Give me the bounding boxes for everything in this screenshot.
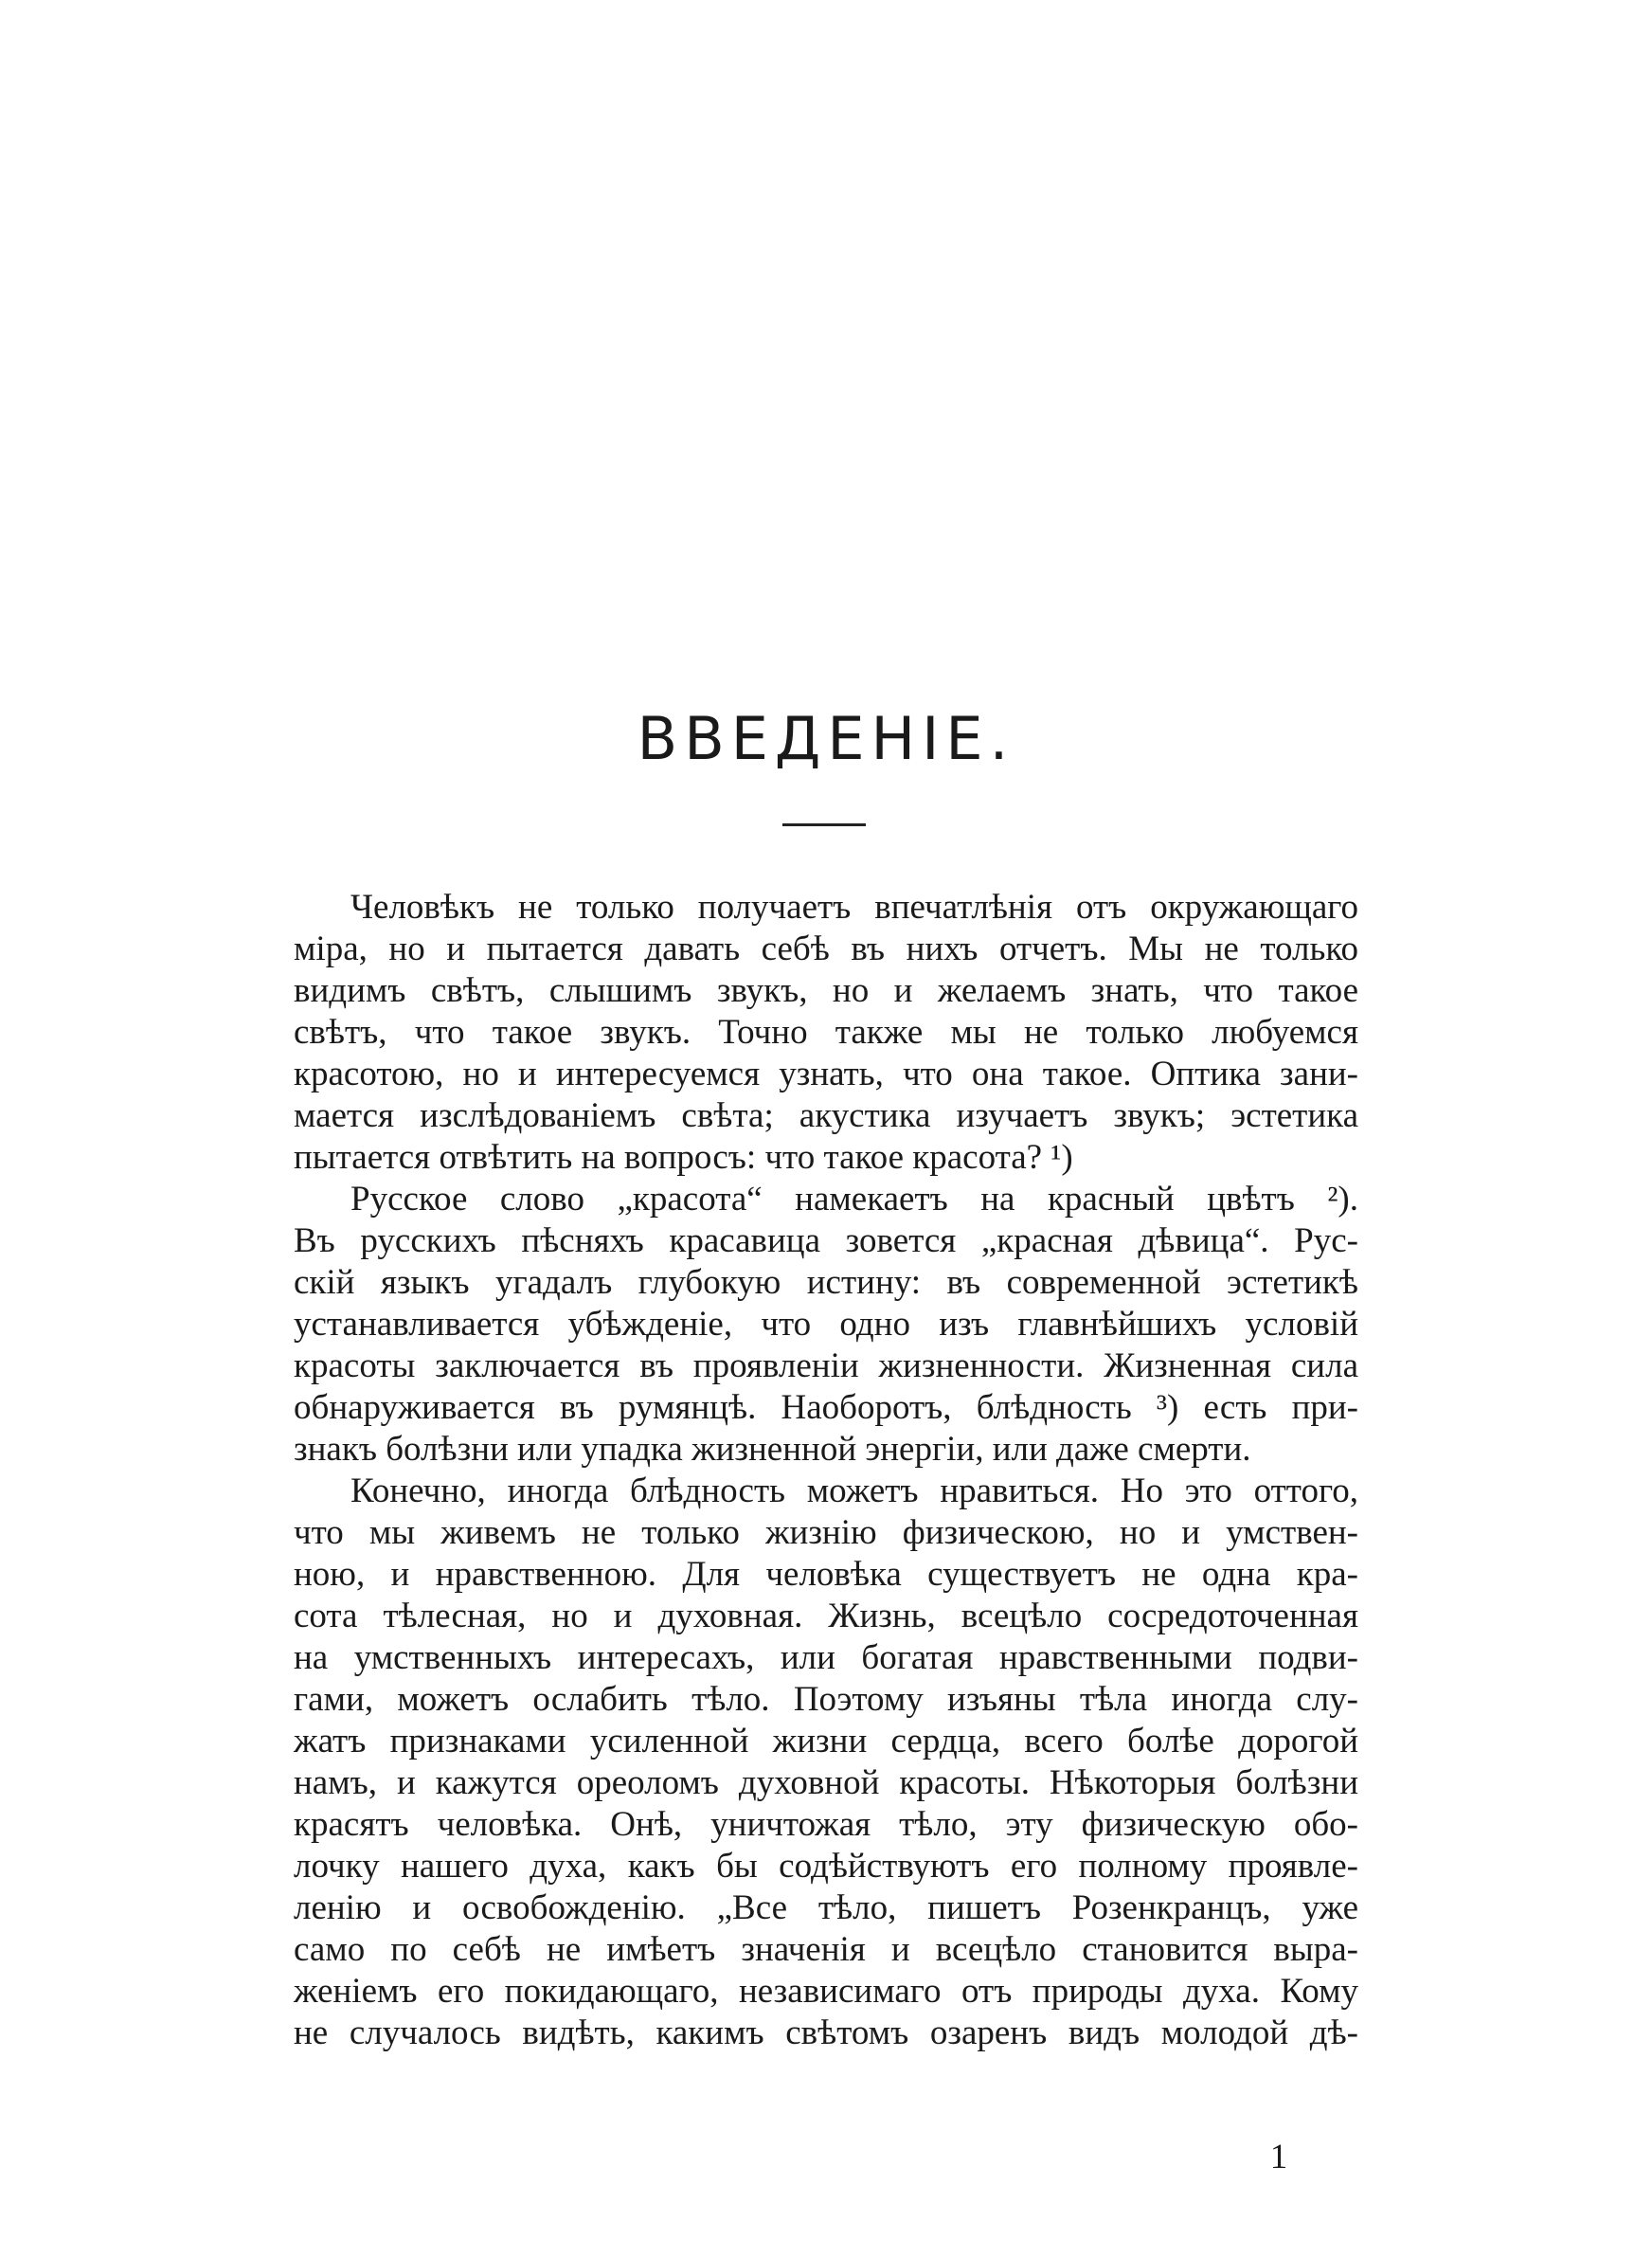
text-line: Конечно, иногда блѣдность можетъ нравиться. Но это оттого, <box>350 1472 1358 1510</box>
text-line: само по себѣ не имѣетъ значенія и всецѣло становится выра- <box>294 1930 1358 1969</box>
text-line: ленію и освобожденію. „Все тѣло, пишетъ Розенкранцъ, уже <box>294 1888 1358 1927</box>
text-line: видимъ свѣтъ, слышимъ звукъ, но и желаемъ знать, что такое <box>294 971 1358 1010</box>
text-line: обнаруживается въ румянцѣ. Наоборотъ, блѣдность ³) есть при- <box>294 1388 1358 1427</box>
page-number: 1 <box>1269 2138 1288 2176</box>
text-line: Въ русскихъ пѣсняхъ красавица зовется „красная дѣвица“. Рус- <box>294 1221 1358 1260</box>
text-line: ною, и нравственною. Для человѣка существуетъ не одна кра- <box>294 1555 1358 1594</box>
text-line: знакъ болѣзни или упадка жизненной энергіи, или даже смерти. <box>294 1430 1251 1469</box>
text-line: Человѣкъ не только получаетъ впечатлѣнія отъ окружающаго <box>350 888 1358 927</box>
text-line: женіемъ его покидающаго, независимаго отъ природы духа. Кому <box>294 1972 1358 2011</box>
text-line: мается изслѣдованіемъ свѣта; акустика изучаетъ звукъ; эстетика <box>294 1096 1358 1135</box>
body-text <box>294 887 1358 2054</box>
text-line: міра, но и пытается давать себѣ въ нихъ отчетъ. Мы не только <box>294 930 1358 968</box>
text-line: намъ, и кажутся ореоломъ духовной красоты. Нѣкоторыя болѣзни <box>294 1763 1358 1802</box>
text-line: что мы живемъ не только жизнію физическою, но и умствен- <box>294 1513 1358 1552</box>
text-line: на умственныхъ интересахъ, или богатая нравственными подви- <box>294 1638 1358 1677</box>
title-divider <box>782 823 866 826</box>
text-line: гами, можетъ ослабить тѣло. Поэтому изъяны тѣла иногда слу- <box>294 1680 1358 1719</box>
text-line: скій языкъ угадалъ глубокую истину: въ современной эстетикѣ <box>294 1263 1358 1302</box>
page-title: ВВЕДЕНІЕ. <box>637 704 1015 773</box>
text-line: не случалось видѣть, какимъ свѣтомъ озаренъ видъ молодой дѣ- <box>294 2013 1358 2052</box>
text-line: устанавливается убѣжденіе, что одно изъ главнѣйшихъ условій <box>294 1305 1358 1344</box>
text-line: свѣтъ, что такое звукъ. Точно также мы не только любуемся <box>294 1013 1358 1052</box>
text-line: лочку нашего духа, какъ бы содѣйствуютъ его полному проявле- <box>294 1847 1358 1886</box>
text-line: сота тѣлесная, но и духовная. Жизнь, всецѣло сосредоточенная <box>294 1597 1358 1635</box>
text-line: пытается отвѣтить на вопросъ: что такое красота? ¹) <box>294 1138 1073 1177</box>
text-line: красятъ человѣка. Онѣ, уничтожая тѣло, эту физическую обо- <box>294 1805 1358 1844</box>
text-line: красоты заключается въ проявленіи жизненности. Жизненная сила <box>294 1346 1358 1385</box>
text-line: Русское слово „красота“ намекаетъ на красный цвѣтъ ²). <box>350 1180 1358 1219</box>
text-line: жатъ признаками усиленной жизни сердца, всего болѣе дорогой <box>294 1722 1358 1760</box>
text-line: красотою, но и интересуемся узнать, что она такое. Оптика зани- <box>294 1055 1358 1093</box>
